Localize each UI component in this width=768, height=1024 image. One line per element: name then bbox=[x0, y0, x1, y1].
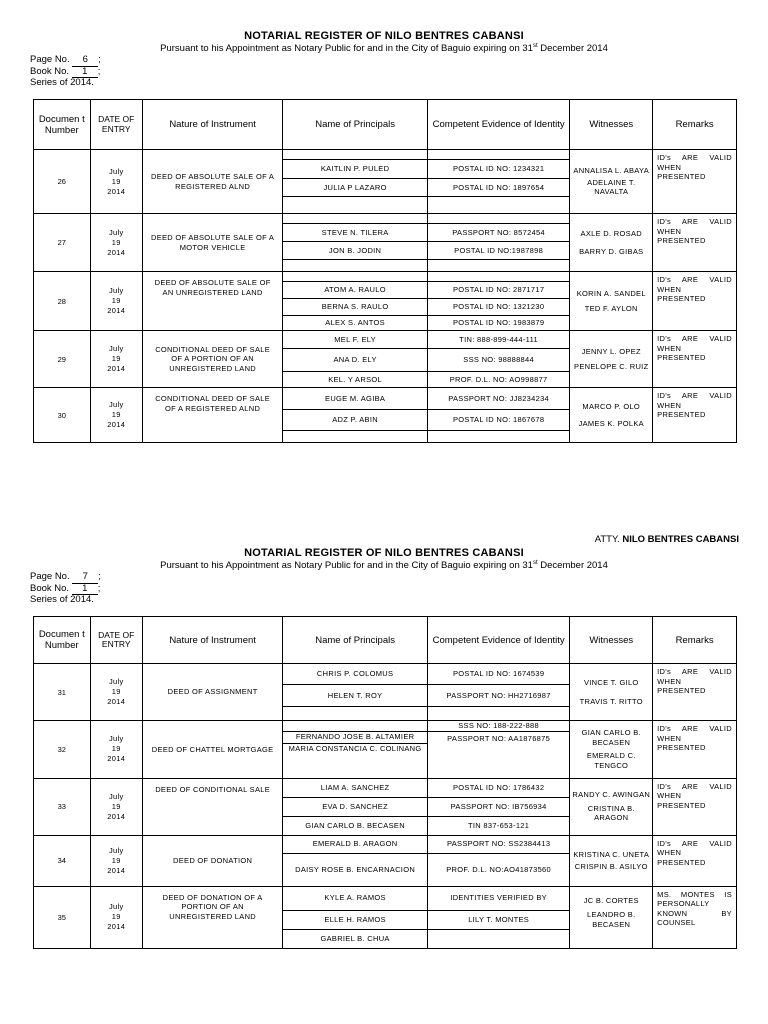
principal-name: ATOM A. RAULO bbox=[283, 282, 428, 299]
register1-meta bbox=[30, 55, 101, 89]
witness-2: BARRY D. GIBAS bbox=[579, 247, 644, 256]
witnesses-cell bbox=[570, 664, 653, 721]
header-witnesses: Witnesses bbox=[570, 617, 653, 664]
table-header-row bbox=[34, 100, 737, 150]
page-value: 7 bbox=[72, 572, 98, 584]
date-day: 19 bbox=[111, 912, 121, 921]
evidence-cell bbox=[427, 150, 569, 160]
header-remarks: Remarks bbox=[653, 100, 737, 150]
table-row bbox=[34, 388, 737, 410]
date-entry bbox=[90, 835, 142, 886]
principal-name: DAISY ROSE B. ENCARNACION bbox=[283, 853, 428, 886]
evidence-of-identity: PASSPORT NO: JJ8234234 bbox=[427, 388, 569, 410]
remarks-cell: ID's ARE VALID WHEN PRESENTED bbox=[653, 664, 737, 721]
principal-name: FERNANDO JOSE B. ALTAMIER bbox=[283, 731, 428, 743]
date-year: 2014 bbox=[107, 306, 126, 315]
header-nature: Nature of Instrument bbox=[142, 617, 282, 664]
witnesses-cell bbox=[570, 835, 653, 886]
principal-name: MARIA CONSTANCIA C. COLINANG bbox=[283, 743, 428, 778]
separator: ; bbox=[98, 571, 101, 582]
principal-cell bbox=[283, 150, 428, 160]
date-month: July bbox=[108, 677, 124, 686]
witness-1: JENNY L. OPEZ bbox=[581, 346, 641, 356]
remarks-cell: ID's ARE VALID WHEN PRESENTED bbox=[653, 388, 737, 443]
date-day: 19 bbox=[111, 744, 121, 754]
principal-name: MEL F. ELY bbox=[283, 331, 428, 349]
principal-name: ADZ P. ABIN bbox=[283, 410, 428, 431]
table-row bbox=[34, 272, 737, 282]
witness-1: KRISTINA C. UNETA bbox=[573, 849, 650, 859]
evidence-of-identity: POSTAL ID NO: 1897654 bbox=[427, 179, 569, 197]
witness-2: TED F. AYLON bbox=[584, 303, 638, 313]
principal-name: HELEN T. ROY bbox=[283, 685, 428, 707]
table-row bbox=[34, 664, 737, 685]
remarks-cell: ID's ARE VALID WHEN PRESENTED bbox=[653, 214, 737, 272]
header-evidence: Competent Evidence of Identity bbox=[427, 100, 569, 150]
register2-meta bbox=[30, 572, 101, 606]
evidence-cell bbox=[427, 214, 569, 224]
remarks-cell: ID's ARE VALID WHEN PRESENTED bbox=[653, 272, 737, 331]
table-row bbox=[34, 721, 737, 732]
principal-name: ANA D. ELY bbox=[283, 349, 428, 372]
date-year: 2014 bbox=[107, 247, 126, 257]
remarks-cell: ID's ARE VALID WHEN PRESENTED bbox=[653, 331, 737, 388]
witnesses-cell bbox=[570, 331, 653, 388]
witness-2: CRISPIN B. ASILYO bbox=[574, 862, 648, 871]
witness-2: CRISTINA B. ARAGON bbox=[587, 803, 635, 823]
evidence-of-identity: PASSPORT NO: SS2384413 bbox=[427, 835, 569, 853]
series-line: Series of 2014. bbox=[30, 594, 94, 605]
page-label: Page No. bbox=[30, 54, 70, 65]
subtitle-superscript: st bbox=[532, 560, 538, 566]
remarks-cell: ID's ARE VALID WHEN PRESENTED bbox=[653, 721, 737, 779]
header-date: DATE OF ENTRY bbox=[90, 100, 142, 150]
evidence-of-identity: POSTAL ID NO: 1867678 bbox=[427, 410, 569, 431]
date-month: July bbox=[108, 902, 124, 911]
nature-of-instrument: DEED OF ABSOLUTE SALE OF A MOTOR VEHICLE bbox=[142, 214, 282, 272]
witness-1: AXLE D. ROSAD bbox=[580, 228, 642, 238]
doc-number: 35 bbox=[34, 886, 91, 948]
remarks-cell: ID's ARE VALID WHEN PRESENTED bbox=[653, 150, 737, 214]
evidence-cell bbox=[427, 431, 569, 443]
principal-cell bbox=[283, 214, 428, 224]
principal-cell bbox=[283, 272, 428, 282]
doc-number: 30 bbox=[34, 388, 91, 443]
doc-number: 33 bbox=[34, 778, 91, 835]
header-principals: Name of Principals bbox=[283, 617, 428, 664]
date-year: 2014 bbox=[107, 420, 126, 429]
table-row bbox=[34, 835, 737, 853]
header-remarks: Remarks bbox=[653, 617, 737, 664]
remarks-cell: MS. MONTES IS PERSONALLY KNOWN BY COUNSEL bbox=[653, 886, 737, 948]
principal-cell bbox=[283, 431, 428, 443]
evidence-of-identity: PROF. D.L. NO:AO41873560 bbox=[427, 853, 569, 886]
date-entry bbox=[90, 150, 142, 214]
witnesses-cell bbox=[570, 886, 653, 948]
witnesses-cell bbox=[570, 272, 653, 331]
witness-2: LEANDRO B. BECASEN bbox=[587, 910, 636, 929]
nature-of-instrument: DEED OF ABSOLUTE SALE OF AN UNREGISTERED LAND bbox=[142, 272, 282, 331]
witnesses-cell bbox=[570, 721, 653, 779]
header-witnesses: Witnesses bbox=[570, 100, 653, 150]
date-entry bbox=[90, 721, 142, 779]
principal-cell bbox=[283, 197, 428, 214]
witness-1: VINCE T. GILO bbox=[583, 678, 639, 687]
witness-2: JAMES K. POLKA bbox=[578, 418, 644, 428]
nature-of-instrument: DEED OF ASSIGNMENT bbox=[142, 664, 282, 721]
doc-number: 28 bbox=[34, 272, 91, 331]
attorney-prefix: ATTY. bbox=[594, 534, 620, 545]
witnesses-cell bbox=[570, 214, 653, 272]
date-month: July bbox=[108, 791, 124, 801]
doc-number: 31 bbox=[34, 664, 91, 721]
witnesses-cell bbox=[570, 778, 653, 835]
evidence-cell bbox=[427, 929, 569, 948]
attorney-line bbox=[595, 534, 739, 545]
principal-cell bbox=[283, 707, 428, 721]
table-row bbox=[34, 150, 737, 160]
doc-number: 27 bbox=[34, 214, 91, 272]
register2-title: NOTARIAL REGISTER OF NILO BENTRES CABANSI bbox=[244, 547, 524, 559]
evidence-of-identity: TIN: 888-899-444-111 bbox=[427, 331, 569, 349]
table-row bbox=[34, 886, 737, 910]
date-year: 2014 bbox=[107, 811, 126, 821]
date-month: July bbox=[108, 845, 124, 855]
date-entry bbox=[90, 664, 142, 721]
principal-cell bbox=[283, 721, 428, 732]
date-month: July bbox=[108, 166, 124, 176]
evidence-of-identity: LILY T. MONTES bbox=[427, 910, 569, 929]
date-year: 2014 bbox=[107, 697, 126, 706]
date-entry bbox=[90, 214, 142, 272]
date-day: 19 bbox=[111, 237, 121, 247]
evidence-of-identity: POSTAL ID NO: 1674539 bbox=[427, 664, 569, 685]
principal-name: LIAM A. SANCHEZ bbox=[283, 778, 428, 797]
subtitle-text: Pursuant to his Appointment as Notary Public for and in the City of Baguio expiring on 31 bbox=[160, 560, 533, 572]
book-value: 1 bbox=[72, 67, 98, 79]
page-label: Page No. bbox=[30, 571, 70, 582]
principal-name: STEVE N. TILERA bbox=[283, 224, 428, 242]
evidence-of-identity: POSTAL ID NO: 1321230 bbox=[427, 299, 569, 316]
principal-cell bbox=[283, 260, 428, 272]
evidence-cell bbox=[427, 272, 569, 282]
date-entry bbox=[90, 778, 142, 835]
date-entry bbox=[90, 331, 142, 388]
principal-name: BERNA S. RAULO bbox=[283, 299, 428, 316]
principal-name: KEL. Y ARSOL bbox=[283, 372, 428, 388]
date-month: July bbox=[108, 400, 124, 409]
witnesses-cell bbox=[570, 150, 653, 214]
witness-2: TRAVIS T. RITTO bbox=[579, 696, 643, 706]
date-year: 2014 bbox=[107, 922, 126, 931]
date-year: 2014 bbox=[107, 865, 126, 875]
subtitle-superscript: st bbox=[532, 43, 538, 49]
witness-2: ADELAINE T. NAVALTA bbox=[587, 177, 636, 197]
register1-table bbox=[33, 99, 737, 443]
evidence-of-identity: TIN 837-653-121 bbox=[427, 816, 569, 835]
evidence-of-identity: SSS NO: 98888844 bbox=[427, 349, 569, 372]
witness-1: KORIN A. SANDEL bbox=[576, 289, 646, 298]
subtitle-text: Pursuant to his Appointment as Notary Public for and in the City of Baguio expiring on 31 bbox=[160, 43, 533, 55]
book-label: Book No. bbox=[30, 582, 70, 594]
principal-name: CHRIS P. COLOMUS bbox=[283, 664, 428, 685]
evidence-of-identity: PASSPORT NO: HH2716987 bbox=[427, 685, 569, 707]
principal-name: GIAN CARLO B. BECASEN bbox=[283, 816, 428, 835]
date-day: 19 bbox=[111, 687, 121, 696]
principal-name: JULIA P LAZARO bbox=[283, 179, 428, 197]
date-entry bbox=[90, 886, 142, 948]
doc-number: 29 bbox=[34, 331, 91, 388]
witness-1: ANNALISA L. ABAYA bbox=[573, 166, 650, 176]
nature-of-instrument: DEED OF DONATION bbox=[142, 835, 282, 886]
date-month: July bbox=[108, 734, 124, 744]
table-row bbox=[34, 214, 737, 224]
evidence-cell bbox=[427, 707, 569, 721]
nature-of-instrument: DEED OF ABSOLUTE SALE OF A REGISTERED ALND bbox=[142, 150, 282, 214]
nature-of-instrument: DEED OF CONDITIONAL SALE bbox=[142, 778, 282, 835]
book-value: 1 bbox=[72, 584, 98, 596]
doc-number: 26 bbox=[34, 150, 91, 214]
attorney-name: NILO BENTRES CABANSI bbox=[622, 534, 739, 545]
principal-name: ALEX S. ANTOS bbox=[283, 316, 428, 331]
date-year: 2014 bbox=[107, 186, 126, 196]
principal-name: ELLE H. RAMOS bbox=[283, 910, 428, 929]
page-value: 6 bbox=[72, 55, 98, 67]
nature-of-instrument: CONDITIONAL DEED OF SALE OF A PORTION OF AN UNREGISTERED LAND bbox=[142, 331, 282, 388]
date-year: 2014 bbox=[107, 364, 126, 373]
remarks-cell: ID's ARE VALID WHEN PRESENTED bbox=[653, 778, 737, 835]
witness-1: RANDY C. AWINGAN bbox=[572, 790, 651, 800]
principal-name: KAITLIN P. PULED bbox=[283, 160, 428, 179]
date-entry bbox=[90, 388, 142, 443]
doc-number: 32 bbox=[34, 721, 91, 779]
witness-1: MARCO P. OLO bbox=[582, 402, 641, 411]
header-date: DATE OF ENTRY bbox=[90, 617, 142, 664]
nature-of-instrument: DEED OF CHATTEL MORTGAGE bbox=[142, 721, 282, 779]
evidence-of-identity: POSTAL ID NO: 1234321 bbox=[427, 160, 569, 179]
header-doc-number: Documen t Number bbox=[34, 617, 91, 664]
evidence-of-identity: POSTAL ID NO: 2871717 bbox=[427, 282, 569, 299]
date-month: July bbox=[108, 344, 124, 353]
evidence-of-identity: PASSPORT NO: AA1876875 bbox=[427, 731, 569, 778]
evidence-cell bbox=[427, 197, 569, 214]
date-day: 19 bbox=[111, 801, 121, 811]
book-label: Book No. bbox=[30, 65, 70, 77]
register1-subtitle bbox=[0, 43, 768, 54]
table-row bbox=[34, 778, 737, 797]
date-day: 19 bbox=[111, 354, 121, 363]
evidence-cell bbox=[427, 260, 569, 272]
table-header-row bbox=[34, 617, 737, 664]
evidence-of-identity: SSS NO: 188-222-888 bbox=[427, 721, 569, 732]
date-month: July bbox=[108, 286, 124, 295]
principal-name: EUGE M. AGIBA bbox=[283, 388, 428, 410]
date-month: July bbox=[108, 227, 124, 237]
witness-2: PENELOPE C. RUIZ bbox=[574, 362, 649, 371]
separator: ; bbox=[98, 54, 101, 65]
principal-name: JON B. JODIN bbox=[283, 242, 428, 260]
principal-name: KYLE A. RAMOS bbox=[283, 886, 428, 910]
nature-of-instrument: DEED OF DONATION OF A PORTION OF AN UNREGISTERED LAND bbox=[142, 886, 282, 948]
date-day: 19 bbox=[111, 410, 121, 419]
header-principals: Name of Principals bbox=[283, 100, 428, 150]
separator: ; bbox=[97, 582, 101, 594]
evidence-of-identity: POSTAL ID NO: 1983879 bbox=[427, 316, 569, 331]
evidence-of-identity: POSTAL ID NO: 1786432 bbox=[427, 778, 569, 797]
subtitle-text-end: December 2014 bbox=[537, 43, 608, 55]
witness-2: EMERALD C. TENGCO bbox=[586, 751, 636, 770]
principal-name: EMERALD B. ARAGON bbox=[283, 835, 428, 853]
witness-1: GIAN CARLO B. BECASEN bbox=[581, 728, 641, 747]
table-row bbox=[34, 331, 737, 349]
principal-name: EVA D. SANCHEZ bbox=[283, 797, 428, 816]
evidence-of-identity: PROF. D.L. NO: AO998877 bbox=[427, 372, 569, 388]
evidence-of-identity: PASSPORT NO: IB756934 bbox=[427, 797, 569, 816]
series-line: Series of 2014. bbox=[30, 77, 94, 88]
subtitle-text-end: December 2014 bbox=[537, 560, 608, 572]
doc-number: 34 bbox=[34, 835, 91, 886]
register1-title: NOTARIAL REGISTER OF NILO BENTRES CABANSI bbox=[244, 30, 524, 42]
evidence-of-identity: POSTAL ID NO:1987898 bbox=[427, 242, 569, 260]
header-evidence: Competent Evidence of Identity bbox=[427, 617, 569, 664]
remarks-cell: ID's ARE VALID WHEN PRESENTED bbox=[653, 835, 737, 886]
evidence-of-identity: IDENTITIES VERIFIED BY bbox=[427, 886, 569, 910]
evidence-of-identity: PASSPORT NO: 8572454 bbox=[427, 224, 569, 242]
date-year: 2014 bbox=[107, 754, 126, 764]
register2-subtitle bbox=[0, 560, 768, 571]
separator: ; bbox=[97, 65, 101, 77]
date-entry bbox=[90, 272, 142, 331]
register2-table bbox=[33, 616, 737, 949]
date-day: 19 bbox=[111, 296, 121, 305]
date-day: 19 bbox=[111, 176, 121, 186]
principal-name: GABRIEL B. CHUA bbox=[283, 929, 428, 948]
witnesses-cell bbox=[570, 388, 653, 443]
nature-of-instrument: CONDITIONAL DEED OF SALE OF A REGISTERED ALND bbox=[142, 388, 282, 443]
date-day: 19 bbox=[111, 855, 121, 865]
witness-1: JC B. CORTES bbox=[583, 895, 639, 905]
header-nature: Nature of Instrument bbox=[142, 100, 282, 150]
header-doc-number: Documen t Number bbox=[34, 100, 91, 150]
